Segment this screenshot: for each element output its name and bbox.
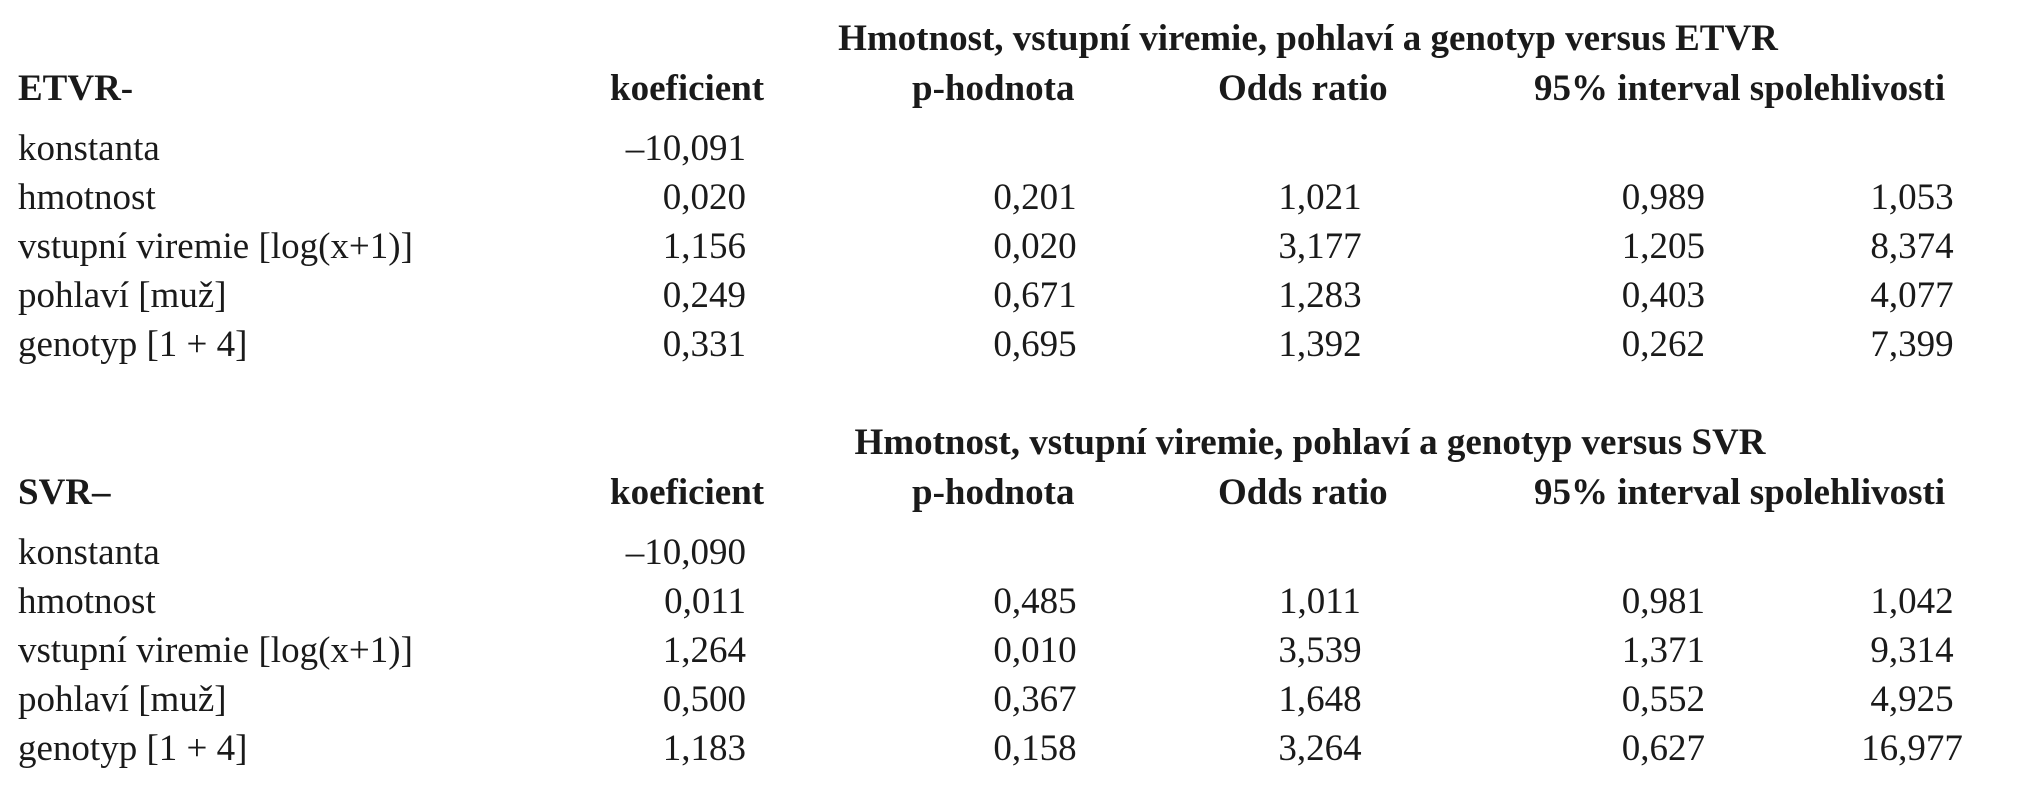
- table-title: Hmotnost, vstupní viremie, pohlaví a genotyp versus ETVR: [838, 18, 1778, 59]
- cell-coefficient: –10,091: [625, 128, 746, 169]
- header-confidence-interval: 95% interval spolehlivosti: [1534, 68, 1946, 109]
- cell-p-value: 0,695: [993, 324, 1077, 365]
- header-outcome: ETVR-: [18, 68, 134, 109]
- cell-ci-high: 8,374: [1870, 226, 1954, 267]
- table-row: [0, 173, 2023, 222]
- cell-p-value: 0,367: [993, 679, 1077, 720]
- cell-p-value: 0,158: [993, 728, 1077, 769]
- cell-ci-low: 0,989: [1621, 177, 1705, 218]
- table-row: [0, 320, 2023, 369]
- table-row: [0, 271, 2023, 320]
- row-label: vstupní viremie [log(x+1)]: [18, 630, 413, 671]
- cell-coefficient: 0,249: [662, 275, 746, 316]
- cell-ci-low: 1,371: [1621, 630, 1705, 671]
- row-label: pohlaví [muž]: [18, 275, 227, 316]
- table-row: [0, 222, 2023, 271]
- cell-odds-ratio: 1,392: [1278, 324, 1362, 365]
- cell-ci-high: 4,077: [1870, 275, 1954, 316]
- cell-p-value: 0,020: [993, 226, 1077, 267]
- cell-ci-high: 4,925: [1870, 679, 1954, 720]
- table-row: [0, 528, 2023, 577]
- cell-coefficient: 0,020: [662, 177, 746, 218]
- cell-ci-low: 0,262: [1621, 324, 1705, 365]
- cell-ci-high: 7,399: [1870, 324, 1954, 365]
- cell-odds-ratio: 3,539: [1278, 630, 1362, 671]
- cell-odds-ratio: 1,021: [1278, 177, 1362, 218]
- cell-odds-ratio: 1,283: [1278, 275, 1362, 316]
- header-p-value: p-hodnota: [912, 68, 1075, 109]
- table-body: [0, 124, 2023, 369]
- cell-ci-high: 1,053: [1870, 177, 1954, 218]
- row-label: genotyp [1 + 4]: [18, 324, 248, 365]
- table-row: [0, 626, 2023, 675]
- table-row: [0, 675, 2023, 724]
- header-confidence-interval: 95% interval spolehlivosti: [1534, 472, 1946, 513]
- row-label: vstupní viremie [log(x+1)]: [18, 226, 413, 267]
- table-title: Hmotnost, vstupní viremie, pohlaví a genotyp versus SVR: [854, 422, 1766, 463]
- header-odds-ratio: Odds ratio: [1218, 68, 1388, 109]
- cell-odds-ratio: 3,177: [1278, 226, 1362, 267]
- table-row: [0, 724, 2023, 773]
- cell-odds-ratio: 1,648: [1278, 679, 1362, 720]
- cell-ci-high: 1,042: [1870, 581, 1954, 622]
- header-coefficient: koeficient: [610, 68, 765, 109]
- header-row: [0, 64, 2023, 114]
- table-row: [0, 124, 2023, 173]
- row-label: hmotnost: [18, 581, 156, 622]
- row-label: hmotnost: [18, 177, 156, 218]
- cell-p-value: 0,010: [993, 630, 1077, 671]
- cell-ci-low: 1,205: [1621, 226, 1705, 267]
- cell-coefficient: 1,156: [662, 226, 746, 267]
- row-label: pohlaví [muž]: [18, 679, 227, 720]
- cell-ci-low: 0,981: [1621, 581, 1705, 622]
- row-label: genotyp [1 + 4]: [18, 728, 248, 769]
- header-outcome: SVR–: [18, 472, 111, 513]
- table-row: [0, 577, 2023, 626]
- header-row: [0, 468, 2023, 518]
- header-odds-ratio: Odds ratio: [1218, 472, 1388, 513]
- header-coefficient: koeficient: [610, 472, 765, 513]
- cell-coefficient: 0,500: [662, 679, 746, 720]
- cell-odds-ratio: 3,264: [1278, 728, 1362, 769]
- header-p-value: p-hodnota: [912, 472, 1075, 513]
- cell-p-value: 0,201: [993, 177, 1077, 218]
- cell-coefficient: 1,264: [662, 630, 746, 671]
- table-body: [0, 528, 2023, 773]
- cell-p-value: 0,671: [993, 275, 1077, 316]
- cell-p-value: 0,485: [993, 581, 1077, 622]
- cell-ci-low: 0,552: [1621, 679, 1705, 720]
- row-label: konstanta: [18, 532, 160, 573]
- cell-ci-low: 0,403: [1621, 275, 1705, 316]
- cell-coefficient: –10,090: [625, 532, 746, 573]
- cell-coefficient: 1,183: [662, 728, 746, 769]
- cell-odds-ratio: 1,011: [1279, 581, 1361, 622]
- cell-ci-high: 9,314: [1870, 630, 1954, 671]
- cell-ci-low: 0,627: [1621, 728, 1705, 769]
- row-label: konstanta: [18, 128, 160, 169]
- cell-coefficient: 0,331: [662, 324, 746, 365]
- cell-coefficient: 0,011: [664, 581, 746, 622]
- cell-ci-high: 16,977: [1861, 728, 1963, 769]
